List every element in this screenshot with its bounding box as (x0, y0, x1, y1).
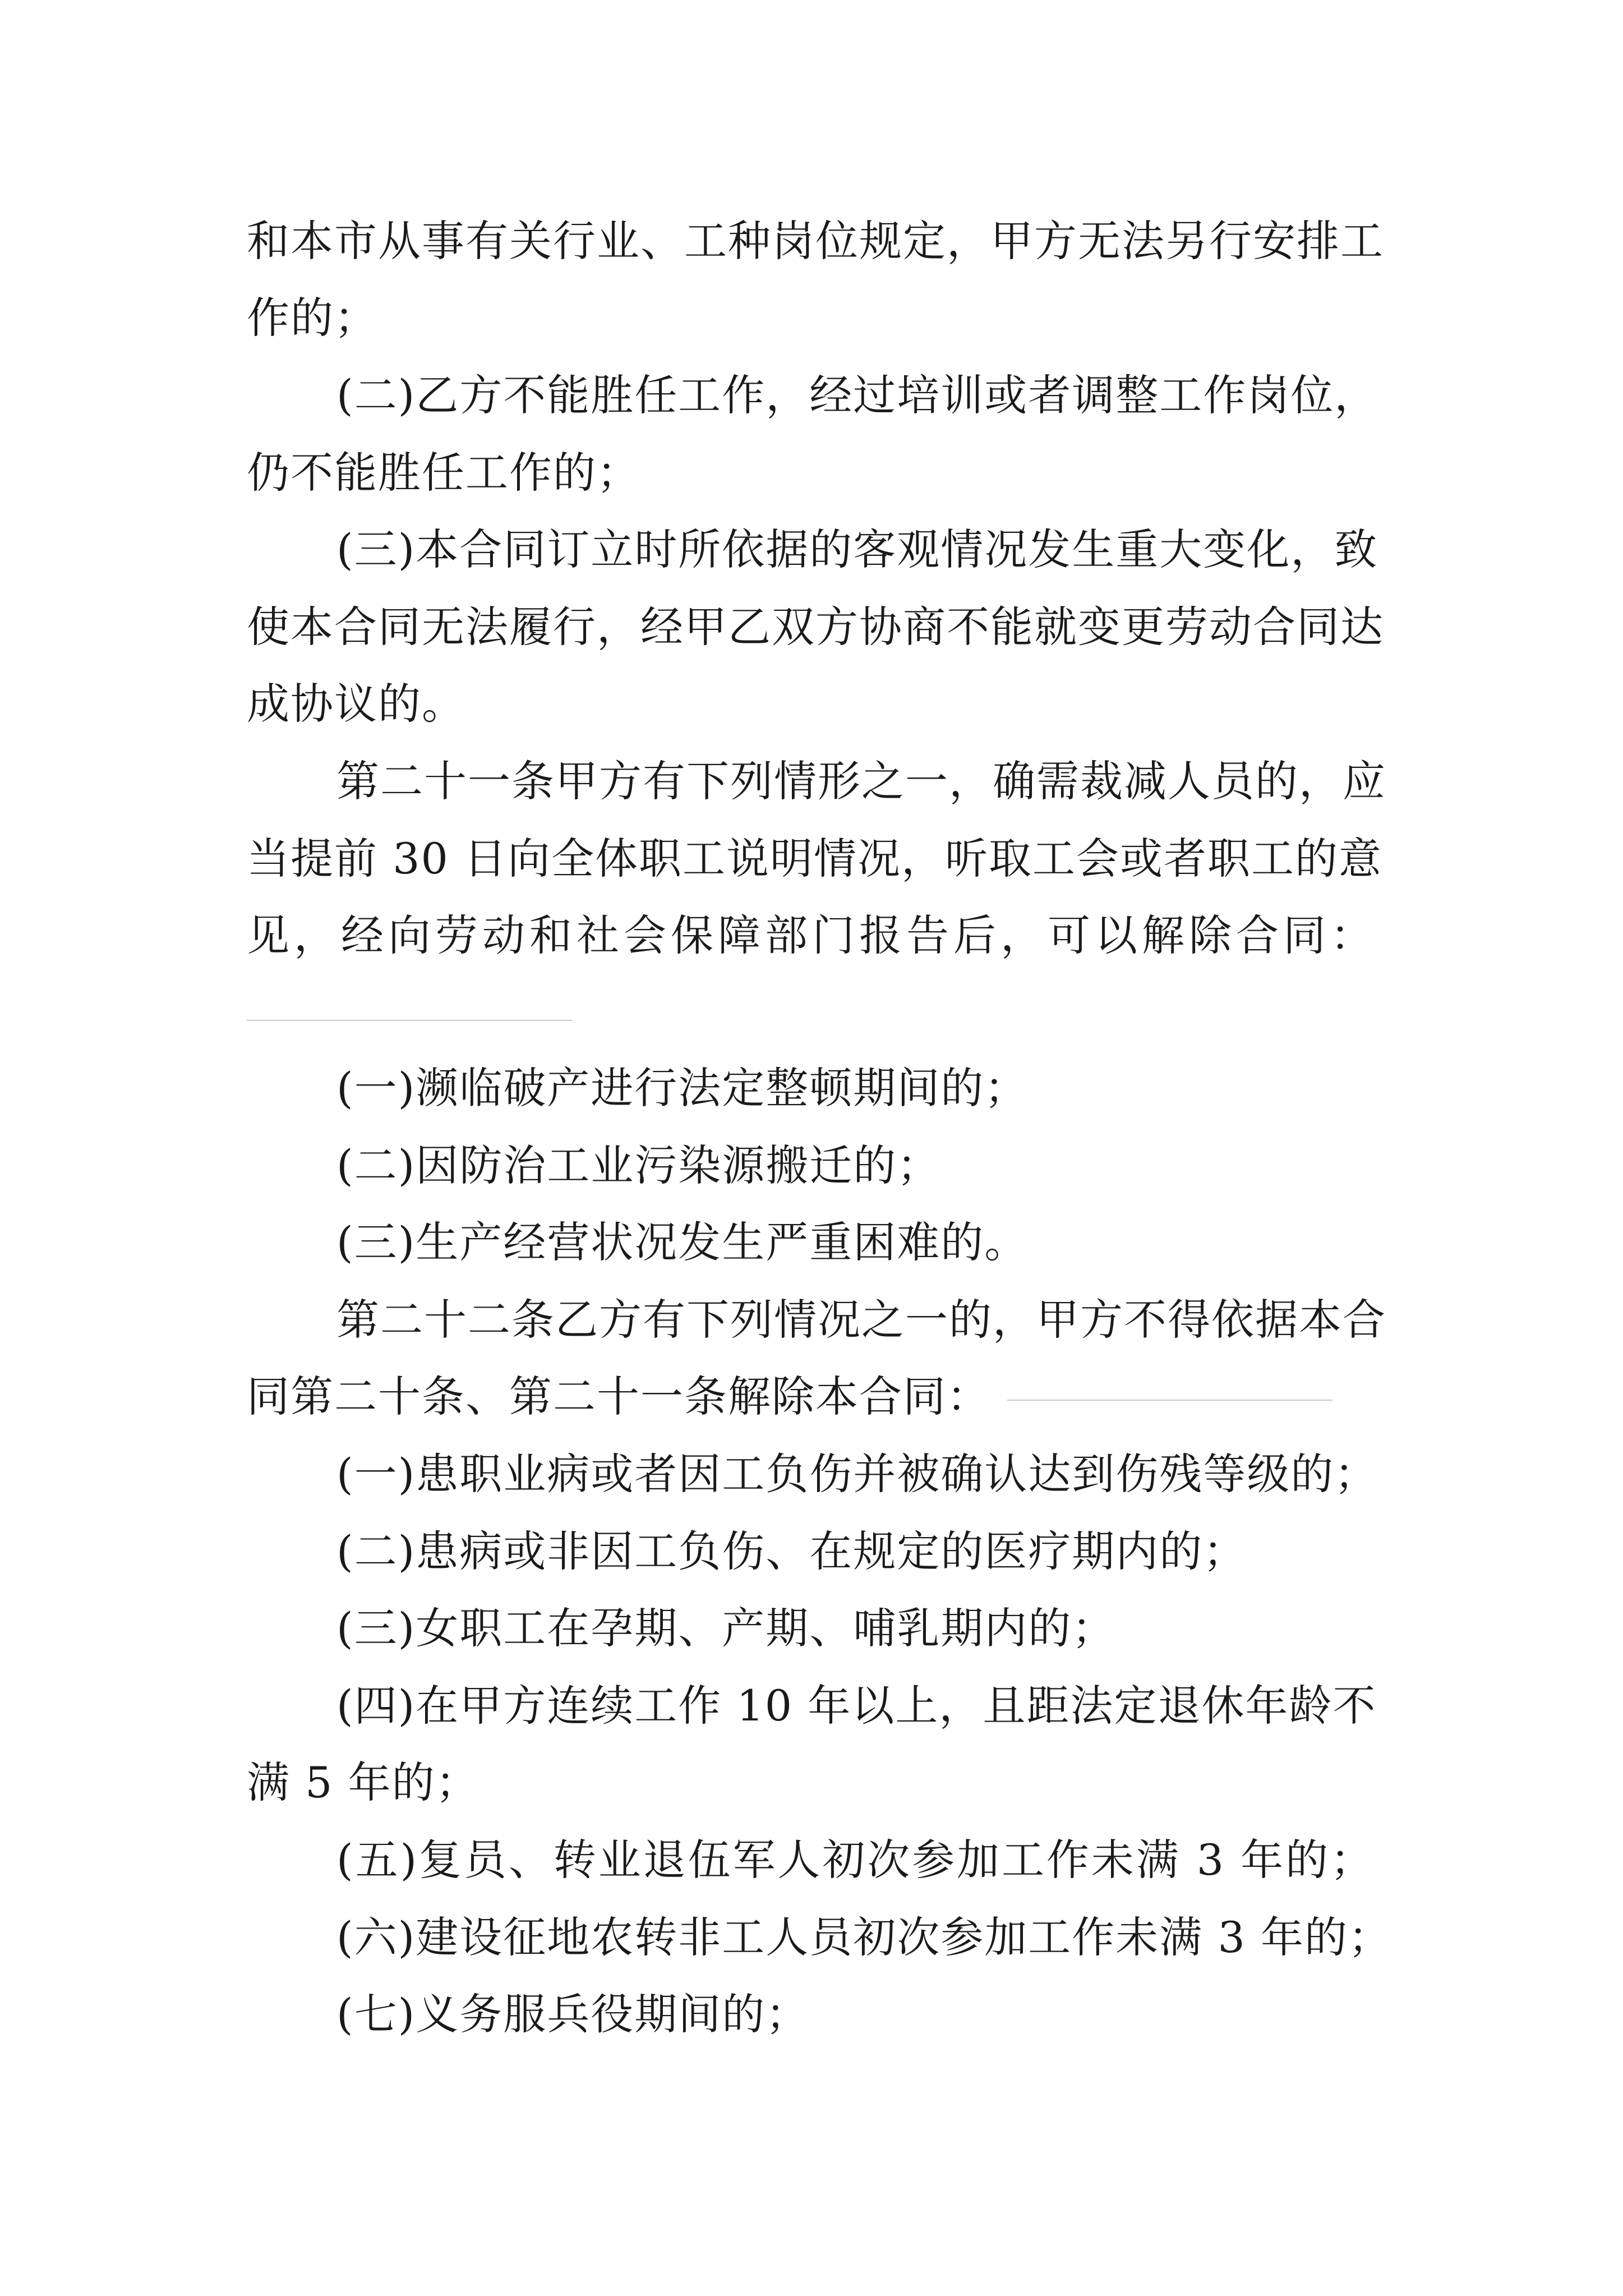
article-21-heading: 第二十一条甲方有下列情形之一，确需裁减人员的，应 (336, 756, 1386, 806)
clause-item: (四)在甲方连续工作 10 年以上，且距法定退休年龄不 (336, 1681, 1377, 1731)
text-line: 仍不能胜任工作的； (247, 448, 640, 498)
clause-item: (一)患职业病或者因工负伤并被确认达到伤残等级的； (336, 1449, 1378, 1499)
clause-item: (三)本合同订立时所依据的客观情况发生重大变化，致 (336, 524, 1378, 574)
clause-item: (六)建设征地农转非工人员初次参加工作未满 3 年的； (336, 1912, 1392, 1962)
text-line: 满 5 年的； (247, 1757, 479, 1807)
text-line: 同第二十条、第二十一条解除本合同： (247, 1372, 990, 1421)
text-line: 作的； (247, 293, 378, 343)
article-22-heading: 第二十二条乙方有下列情况之一的，甲方不得依据本合 (336, 1295, 1386, 1345)
fill-in-blank (1007, 1400, 1332, 1401)
clause-item: (七)义务服兵役期间的； (336, 1989, 810, 2039)
text-line: 和本市从事有关行业、工种岗位规定，甲方无法另行安排工 (247, 216, 1384, 266)
text-line: 见，经向劳动和社会保障部门报告后，可以解除合同： (247, 910, 1374, 960)
section-divider (247, 1020, 572, 1021)
clause-item: (三)女职工在孕期、产期、哺乳期内的； (336, 1603, 1116, 1653)
clause-item: (二)乙方不能胜任工作，经过培训或者调整工作岗位， (336, 370, 1378, 420)
clause-item: (二)因防治工业污染源搬迁的； (336, 1140, 941, 1190)
text-line-with-blank (247, 1369, 1332, 1425)
clause-item: (二)患病或非因工负伤、在规定的医疗期内的； (336, 1526, 1247, 1576)
clause-item: (一)濒临破产进行法定整顿期间的； (336, 1063, 1029, 1113)
clause-item: (五)复员、转业退伍军人初次参加工作未满 3 年的； (336, 1835, 1374, 1885)
text-line: 成协议的。 (247, 679, 465, 729)
text-line: 使本合同无法履行，经甲乙双方协商不能就变更劳动合同达 (247, 602, 1384, 652)
clause-item: (三)生产经营状况发生严重困难的。 (336, 1217, 1029, 1267)
text-line: 当提前 30 日向全体职工说明情况，听取工会或者职工的意 (247, 834, 1383, 884)
